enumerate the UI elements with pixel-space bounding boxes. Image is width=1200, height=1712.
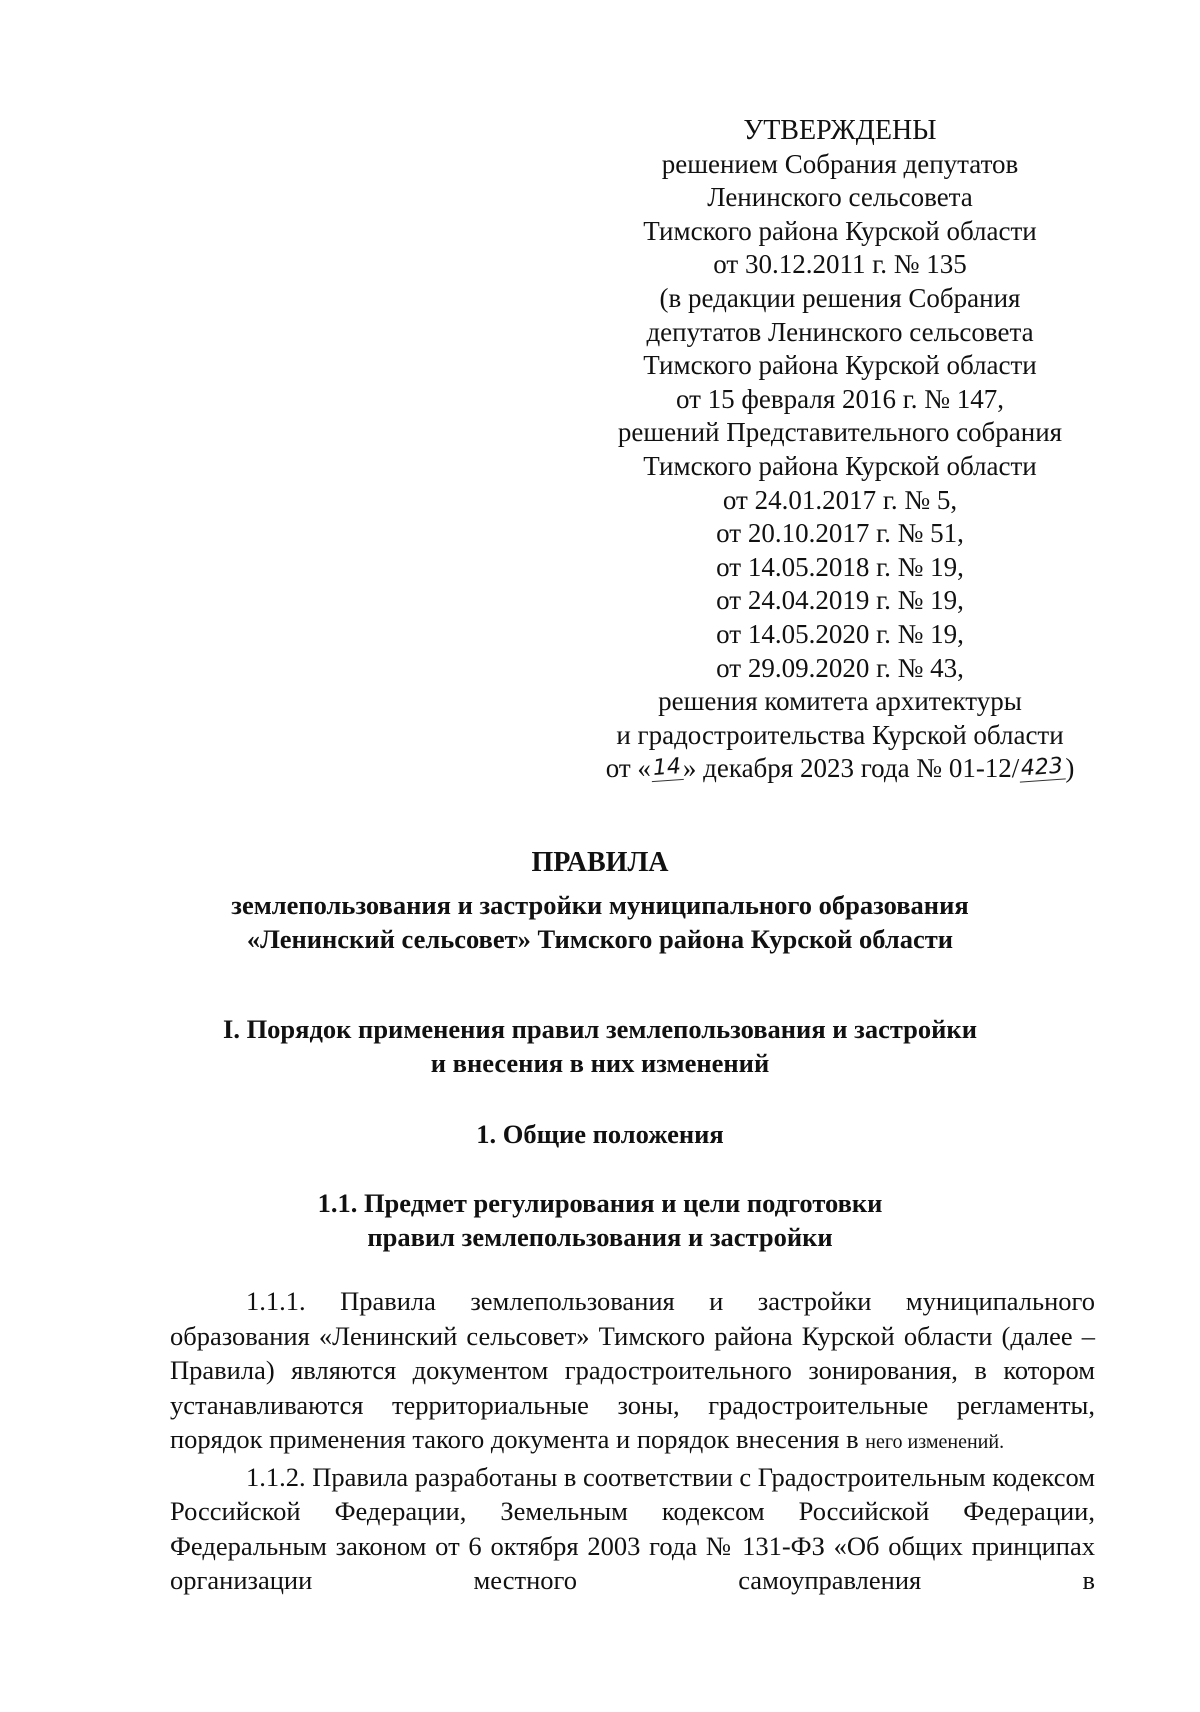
approval-line: Тимского района Курской области bbox=[643, 350, 1037, 381]
approval-line: решений Представительного собрания bbox=[617, 417, 1063, 448]
handwritten-number: 423 bbox=[1018, 755, 1066, 783]
approval-line: от 30.12.2011 г. № 135 bbox=[713, 249, 967, 280]
paragraph-1-1-1 bbox=[170, 1284, 1095, 1460]
approval-line: решения комитета архитектуры bbox=[658, 686, 1022, 717]
approval-line: от 14.05.2020 г. № 19, bbox=[716, 618, 964, 649]
approval-line: от 24.04.2019 г. № 19, bbox=[716, 585, 964, 616]
handwritten-day: 14 bbox=[650, 755, 684, 782]
approval-line: Тимского района Курской области bbox=[643, 215, 1037, 246]
document-title bbox=[0, 846, 1200, 880]
document-subtitle-line: «Ленинский сельсовет» Тимского района Курской области bbox=[246, 924, 954, 954]
approval-line: и градостроительства Курской области bbox=[616, 719, 1064, 750]
approval-final-line bbox=[570, 752, 1110, 786]
section-heading bbox=[0, 1012, 1200, 1080]
paragraph-1-1-2 bbox=[170, 1460, 1095, 1598]
approval-line: от 24.01.2017 г. № 5, bbox=[722, 484, 958, 515]
approval-line: Ленинского сельсовета bbox=[707, 182, 973, 213]
approval-line: от 14.05.2018 г. № 19, bbox=[716, 551, 964, 582]
body-text bbox=[170, 1284, 1095, 1598]
document-subtitle-line: землепользования и застройки муниципального образования bbox=[231, 890, 969, 920]
subsection-heading-line: 1.1. Предмет регулирования и цели подготовки bbox=[317, 1188, 883, 1218]
approval-final-suffix: ) bbox=[1065, 753, 1075, 784]
document-title-text: ПРАВИЛА bbox=[531, 847, 669, 878]
approval-line: Тимского района Курской области bbox=[643, 450, 1037, 481]
paragraph-text: 1.1.2. Правила разработаны в соответствии с Градостроительным кодексом Российской Федерации, Земельным кодексом Российской Федерации, Федеральным законом от 6 октября 2003 года № 131-ФЗ «Об общих принципах организации местного самоуправления в bbox=[170, 1461, 1095, 1595]
document-subtitle bbox=[0, 888, 1200, 956]
section-heading-line: I. Порядок применения правил землепользования и застройки bbox=[223, 1014, 977, 1044]
approval-final-middle: » декабря 2023 года № 01-12/ bbox=[682, 753, 1020, 784]
subsection-heading-line: правил землепользования и застройки bbox=[367, 1222, 833, 1252]
subsection-heading bbox=[0, 1186, 1200, 1254]
section-heading-line: и внесения в них изменений bbox=[430, 1048, 770, 1078]
approval-line: (в редакции решения Собрания bbox=[659, 282, 1021, 313]
chapter-heading-text: 1. Общие положения bbox=[476, 1119, 724, 1149]
approval-line: решением Собрания депутатов bbox=[661, 148, 1019, 179]
chapter-heading bbox=[0, 1117, 1200, 1151]
approval-line: депутатов Ленинского сельсовета bbox=[646, 316, 1034, 347]
approval-heading: УТВЕРЖДЕНЫ bbox=[743, 115, 937, 146]
approval-line: от 15 февраля 2016 г. № 147, bbox=[675, 383, 1005, 414]
approval-final-prefix: от « bbox=[605, 753, 651, 784]
paragraph-text: 1.1.1. Правила землепользования и застройки муниципального образования «Ленинский сельсовет» Тимского района Курской области (далее – Правила) являются документом градостроительного зонирования, в котором устанавливаются территориальные зоны, градостроительные регламенты, порядок применения такого документа и порядок внесения в bbox=[170, 1286, 1095, 1454]
approval-line: от 20.10.2017 г. № 51, bbox=[716, 518, 964, 549]
approval-block bbox=[570, 114, 1110, 786]
paragraph-tail: него изменений. bbox=[865, 1431, 1005, 1453]
approval-line: от 29.09.2020 г. № 43, bbox=[716, 652, 964, 683]
